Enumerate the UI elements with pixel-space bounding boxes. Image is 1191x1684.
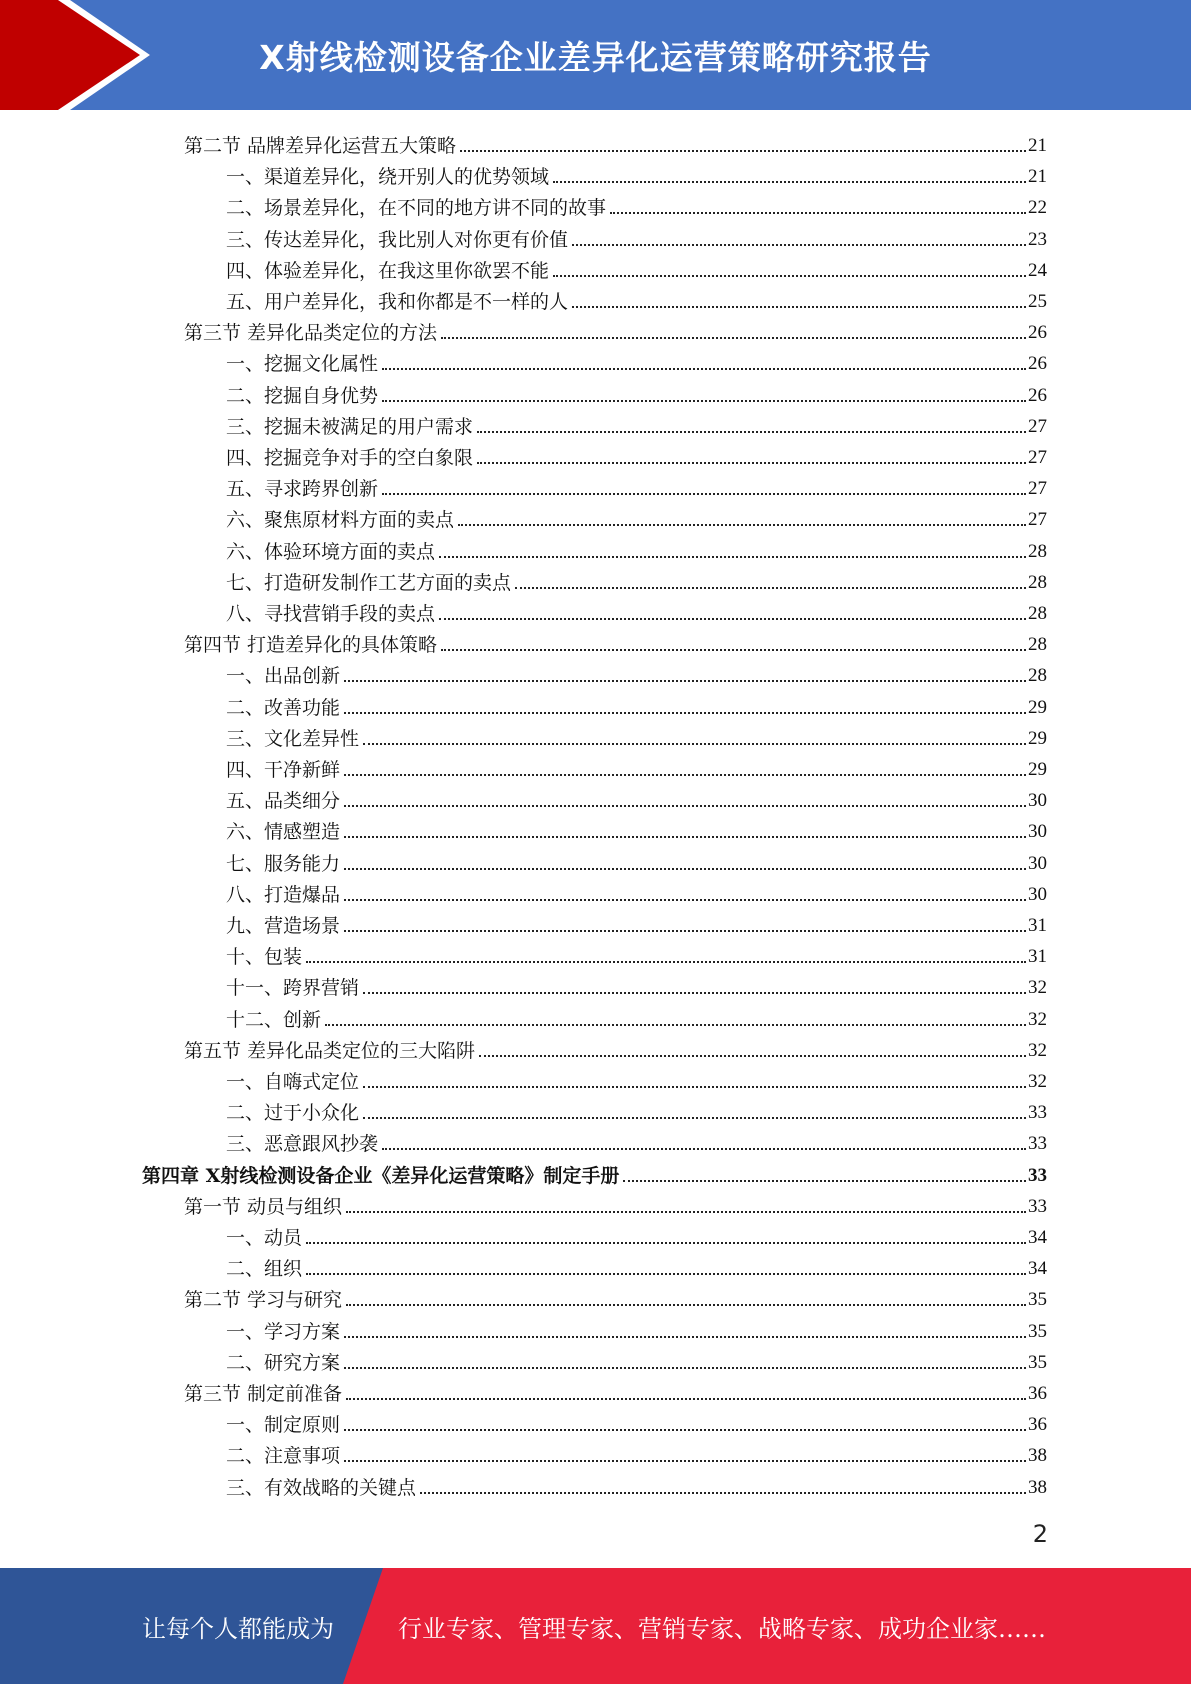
toc-entry[interactable] bbox=[142, 1157, 1047, 1188]
toc-entry[interactable] bbox=[226, 158, 1047, 189]
toc-entry-label: 三、恶意跟风抄袭 bbox=[226, 1133, 379, 1156]
toc-entry-label: 三、挖掘未被满足的用户需求 bbox=[226, 415, 474, 438]
toc-dot-leader bbox=[477, 461, 1026, 464]
toc-entry-label: 二、研究方案 bbox=[226, 1351, 341, 1374]
toc-dot-leader bbox=[346, 1210, 1026, 1213]
toc-entry-label: 三、文化差异性 bbox=[226, 727, 360, 750]
footer-slogan: 让每个人都能成为 bbox=[142, 1614, 334, 1643]
toc-dot-leader bbox=[439, 555, 1026, 558]
toc-dot-leader bbox=[553, 274, 1026, 277]
toc-entry-page: 29 bbox=[1028, 759, 1047, 780]
report-title: X射线检测设备企业差异化运营策略研究报告 bbox=[259, 37, 932, 77]
toc-dot-leader bbox=[344, 804, 1026, 807]
toc-dot-leader bbox=[382, 367, 1026, 370]
toc-entry-label: 四、干净新鲜 bbox=[226, 759, 341, 781]
toc-entry[interactable] bbox=[226, 564, 1047, 595]
toc-dot-leader bbox=[479, 1054, 1026, 1057]
toc-entry-page: 30 bbox=[1028, 790, 1047, 812]
toc-entry-label: 一、自嗨式定位 bbox=[226, 1071, 360, 1093]
toc-entry[interactable] bbox=[226, 1437, 1047, 1468]
toc-entry[interactable] bbox=[226, 1250, 1047, 1281]
toc-entry-page: 32 bbox=[1028, 1039, 1047, 1061]
toc-entry-page: 33 bbox=[1028, 1195, 1047, 1217]
toc-entry-page: 28 bbox=[1028, 540, 1047, 562]
toc-entry-page: 24 bbox=[1028, 259, 1047, 281]
toc-dot-leader bbox=[325, 1023, 1026, 1026]
toc-entry[interactable] bbox=[226, 969, 1047, 1000]
header-red-arrow-icon bbox=[0, 0, 150, 110]
toc-entry-page: 28 bbox=[1028, 571, 1047, 593]
toc-entry-page: 21 bbox=[1028, 166, 1047, 188]
toc-entry-page: 26 bbox=[1028, 322, 1047, 344]
toc-dot-leader bbox=[458, 523, 1026, 526]
toc-entry-label: 第一节 动员与组织 bbox=[184, 1195, 343, 1218]
toc-entry[interactable] bbox=[226, 782, 1047, 813]
page-header bbox=[0, 0, 1191, 110]
toc-entry-page: 33 bbox=[1028, 1133, 1047, 1155]
toc-entry-page: 35 bbox=[1028, 1289, 1047, 1311]
toc-entry-page: 36 bbox=[1028, 1383, 1047, 1404]
toc-dot-leader bbox=[553, 180, 1026, 183]
toc-entry-label: 八、打造爆品 bbox=[226, 883, 341, 906]
toc-dot-leader bbox=[306, 960, 1026, 963]
toc-dot-leader bbox=[363, 991, 1026, 994]
toc-entry-page: 32 bbox=[1028, 1071, 1047, 1092]
toc-entry-page: 22 bbox=[1028, 197, 1047, 219]
toc-entry[interactable] bbox=[226, 439, 1047, 470]
toc-entry-label: 六、聚焦原材料方面的卖点 bbox=[226, 509, 455, 532]
toc-entry-page: 34 bbox=[1028, 1258, 1047, 1280]
toc-dot-leader bbox=[623, 1179, 1026, 1182]
toc-entry-page: 31 bbox=[1028, 946, 1047, 968]
toc-entry[interactable] bbox=[226, 876, 1047, 907]
toc-dot-leader bbox=[346, 1397, 1026, 1400]
toc-entry-page: 21 bbox=[1028, 135, 1047, 156]
toc-entry[interactable] bbox=[226, 252, 1047, 283]
toc-entry[interactable] bbox=[184, 127, 1047, 158]
toc-entry-page: 29 bbox=[1028, 696, 1047, 718]
toc-entry-label: 一、挖掘文化属性 bbox=[226, 353, 379, 376]
toc-entry-label: 第二节 学习与研究 bbox=[184, 1289, 343, 1312]
toc-entry-page: 38 bbox=[1028, 1476, 1047, 1498]
toc-entry-page: 36 bbox=[1028, 1414, 1047, 1436]
toc-entry-page: 38 bbox=[1028, 1445, 1047, 1467]
toc-entry-label: 一、动员 bbox=[226, 1227, 303, 1249]
toc-entry-label: 十二、创新 bbox=[226, 1008, 322, 1031]
toc-dot-leader bbox=[382, 1147, 1026, 1150]
toc-entry[interactable] bbox=[184, 1188, 1047, 1219]
toc-dot-leader bbox=[344, 1366, 1026, 1369]
toc-entry-page: 30 bbox=[1028, 821, 1047, 843]
toc-dot-leader bbox=[363, 742, 1026, 745]
toc-entry[interactable] bbox=[226, 470, 1047, 501]
toc-dot-leader bbox=[344, 898, 1026, 901]
toc-entry[interactable] bbox=[226, 1219, 1047, 1250]
toc-entry-page: 26 bbox=[1028, 384, 1047, 406]
toc-entry-label: 一、制定原则 bbox=[226, 1414, 341, 1437]
toc-dot-leader bbox=[344, 867, 1026, 870]
toc-dot-leader bbox=[572, 243, 1026, 246]
toc-entry-label: 二、过于小众化 bbox=[226, 1102, 360, 1125]
toc-dot-leader bbox=[460, 149, 1026, 152]
toc-entry-label: 二、改善功能 bbox=[226, 696, 341, 719]
toc-entry-page: 31 bbox=[1028, 915, 1047, 936]
toc-dot-leader bbox=[610, 211, 1026, 214]
toc-entry[interactable] bbox=[226, 845, 1047, 876]
toc-entry[interactable] bbox=[226, 938, 1047, 969]
toc-dot-leader bbox=[344, 835, 1026, 838]
toc-entry[interactable] bbox=[226, 345, 1047, 376]
toc-dot-leader bbox=[420, 1491, 1026, 1494]
toc-dot-leader bbox=[382, 399, 1026, 402]
toc-entry[interactable] bbox=[184, 314, 1047, 345]
toc-entry[interactable] bbox=[226, 720, 1047, 751]
toc-entry-label: 第五节 差异化品类定位的三大陷阱 bbox=[184, 1039, 476, 1062]
toc-entry-page: 34 bbox=[1028, 1227, 1047, 1248]
toc-dot-leader bbox=[306, 1272, 1026, 1275]
toc-entry-label: 八、寻找营销手段的卖点 bbox=[226, 603, 436, 625]
toc-entry-page: 32 bbox=[1028, 1008, 1047, 1030]
toc-entry[interactable] bbox=[184, 626, 1047, 657]
toc-entry[interactable] bbox=[226, 1313, 1047, 1344]
toc-entry-label: 十一、跨界营销 bbox=[226, 977, 360, 1000]
toc-entry-label: 第四节 打造差异化的具体策略 bbox=[184, 634, 438, 657]
toc-entry-label: 二、注意事项 bbox=[226, 1445, 341, 1468]
toc-entry-page: 27 bbox=[1028, 447, 1047, 468]
toc-dot-leader bbox=[344, 773, 1026, 776]
toc-entry[interactable] bbox=[226, 1125, 1047, 1156]
toc-entry[interactable] bbox=[184, 1032, 1047, 1063]
toc-entry[interactable] bbox=[226, 501, 1047, 532]
toc-entry-label: 三、传达差异化，我比别人对你更有价值 bbox=[226, 228, 569, 251]
toc-entry-label: 二、挖掘自身优势 bbox=[226, 384, 379, 407]
toc-entry-label: 五、用户差异化，我和你都是不一样的人 bbox=[226, 291, 569, 313]
toc-entry-label: 十、包装 bbox=[226, 946, 303, 969]
toc-entry-page: 26 bbox=[1028, 353, 1047, 375]
toc-dot-leader bbox=[515, 586, 1026, 589]
toc-entry-page: 33 bbox=[1028, 1102, 1047, 1124]
toc-entry-page: 35 bbox=[1028, 1320, 1047, 1342]
toc-entry[interactable] bbox=[226, 377, 1047, 408]
page-footer bbox=[0, 1568, 1191, 1684]
toc-entry-label: 七、服务能力 bbox=[226, 852, 341, 875]
toc-entry[interactable] bbox=[226, 283, 1047, 314]
toc-entry-page: 30 bbox=[1028, 852, 1047, 874]
toc-entry[interactable] bbox=[226, 1344, 1047, 1375]
toc-dot-leader bbox=[344, 711, 1026, 714]
toc-entry[interactable] bbox=[226, 1063, 1047, 1094]
toc-entry-label: 一、学习方案 bbox=[226, 1320, 341, 1343]
toc-entry-page: 28 bbox=[1028, 603, 1047, 624]
toc-entry[interactable] bbox=[226, 907, 1047, 938]
toc-entry-label: 第二节 品牌差异化运营五大策略 bbox=[184, 135, 457, 157]
toc-dot-leader bbox=[441, 648, 1026, 651]
toc-entry-label: 一、出品创新 bbox=[226, 665, 341, 688]
toc-entry-label: 六、体验环境方面的卖点 bbox=[226, 540, 436, 563]
toc-entry-page: 27 bbox=[1028, 509, 1047, 531]
toc-entry[interactable] bbox=[226, 1001, 1047, 1032]
toc-entry-page: 23 bbox=[1028, 228, 1047, 250]
toc-entry[interactable] bbox=[226, 221, 1047, 252]
toc-entry-page: 27 bbox=[1028, 415, 1047, 437]
toc-entry-page: 32 bbox=[1028, 977, 1047, 999]
toc-entry-page: 33 bbox=[1028, 1164, 1047, 1186]
toc-entry[interactable] bbox=[226, 657, 1047, 688]
toc-entry-label: 第四章 X射线检测设备企业《差异化运营策略》制定手册 bbox=[142, 1164, 620, 1187]
toc-entry-page: 25 bbox=[1028, 291, 1047, 312]
toc-dot-leader bbox=[344, 1459, 1026, 1462]
toc-dot-leader bbox=[363, 1116, 1026, 1119]
toc-entry-label: 三、有效战略的关键点 bbox=[226, 1476, 417, 1499]
toc-entry[interactable] bbox=[226, 189, 1047, 220]
toc-entry[interactable] bbox=[226, 1469, 1047, 1500]
toc-entry-label: 第三节 制定前准备 bbox=[184, 1383, 343, 1405]
toc-dot-leader bbox=[344, 1428, 1026, 1431]
toc-entry-label: 六、情感塑造 bbox=[226, 821, 341, 844]
toc-dot-leader bbox=[572, 305, 1026, 308]
toc-entry-page: 28 bbox=[1028, 665, 1047, 687]
toc-entry-label: 第三节 差异化品类定位的方法 bbox=[184, 322, 438, 345]
toc-dot-leader bbox=[344, 929, 1026, 932]
toc-entry[interactable] bbox=[226, 1406, 1047, 1437]
toc-dot-leader bbox=[306, 1241, 1026, 1244]
toc-entry-label: 五、品类细分 bbox=[226, 790, 341, 813]
toc-entry-page: 30 bbox=[1028, 883, 1047, 905]
toc-entry-label: 二、场景差异化，在不同的地方讲不同的故事 bbox=[226, 197, 607, 220]
toc-entry[interactable] bbox=[184, 1281, 1047, 1312]
toc-dot-leader bbox=[344, 1335, 1026, 1338]
toc-entry-page: 27 bbox=[1028, 478, 1047, 500]
toc-entry[interactable] bbox=[226, 689, 1047, 720]
toc-entry-page: 35 bbox=[1028, 1351, 1047, 1373]
toc-entry-page: 29 bbox=[1028, 727, 1047, 749]
toc-entry-label: 四、体验差异化，在我这里你欲罢不能 bbox=[226, 259, 550, 282]
toc-dot-leader bbox=[346, 1303, 1026, 1306]
toc-dot-leader bbox=[439, 617, 1026, 620]
toc-dot-leader bbox=[477, 430, 1026, 433]
toc-entry-label: 一、渠道差异化，绕开别人的优势领域 bbox=[226, 166, 550, 189]
toc-entry-label: 五、寻求跨界创新 bbox=[226, 478, 379, 501]
toc-dot-leader bbox=[363, 1085, 1026, 1088]
toc-dot-leader bbox=[344, 679, 1026, 682]
toc-entry[interactable] bbox=[226, 1094, 1047, 1125]
toc-entry[interactable] bbox=[184, 1375, 1047, 1406]
toc-entry-label: 九、营造场景 bbox=[226, 915, 341, 937]
toc-entry-label: 四、挖掘竞争对手的空白象限 bbox=[226, 447, 474, 469]
toc-entry-page: 28 bbox=[1028, 634, 1047, 656]
toc-dot-leader bbox=[441, 336, 1026, 339]
toc-entry[interactable] bbox=[226, 595, 1047, 626]
toc-entry[interactable] bbox=[226, 408, 1047, 439]
footer-roles: 行业专家、管理专家、营销专家、战略专家、成功企业家…… bbox=[398, 1614, 1046, 1643]
toc-entry-label: 二、组织 bbox=[226, 1258, 303, 1281]
page-number: 2 bbox=[1032, 1520, 1048, 1548]
toc-entry-label: 七、打造研发制作工艺方面的卖点 bbox=[226, 571, 512, 594]
toc-dot-leader bbox=[382, 492, 1026, 495]
toc-entry[interactable] bbox=[226, 751, 1047, 782]
toc-entry[interactable] bbox=[226, 533, 1047, 564]
toc-entry[interactable] bbox=[226, 813, 1047, 844]
